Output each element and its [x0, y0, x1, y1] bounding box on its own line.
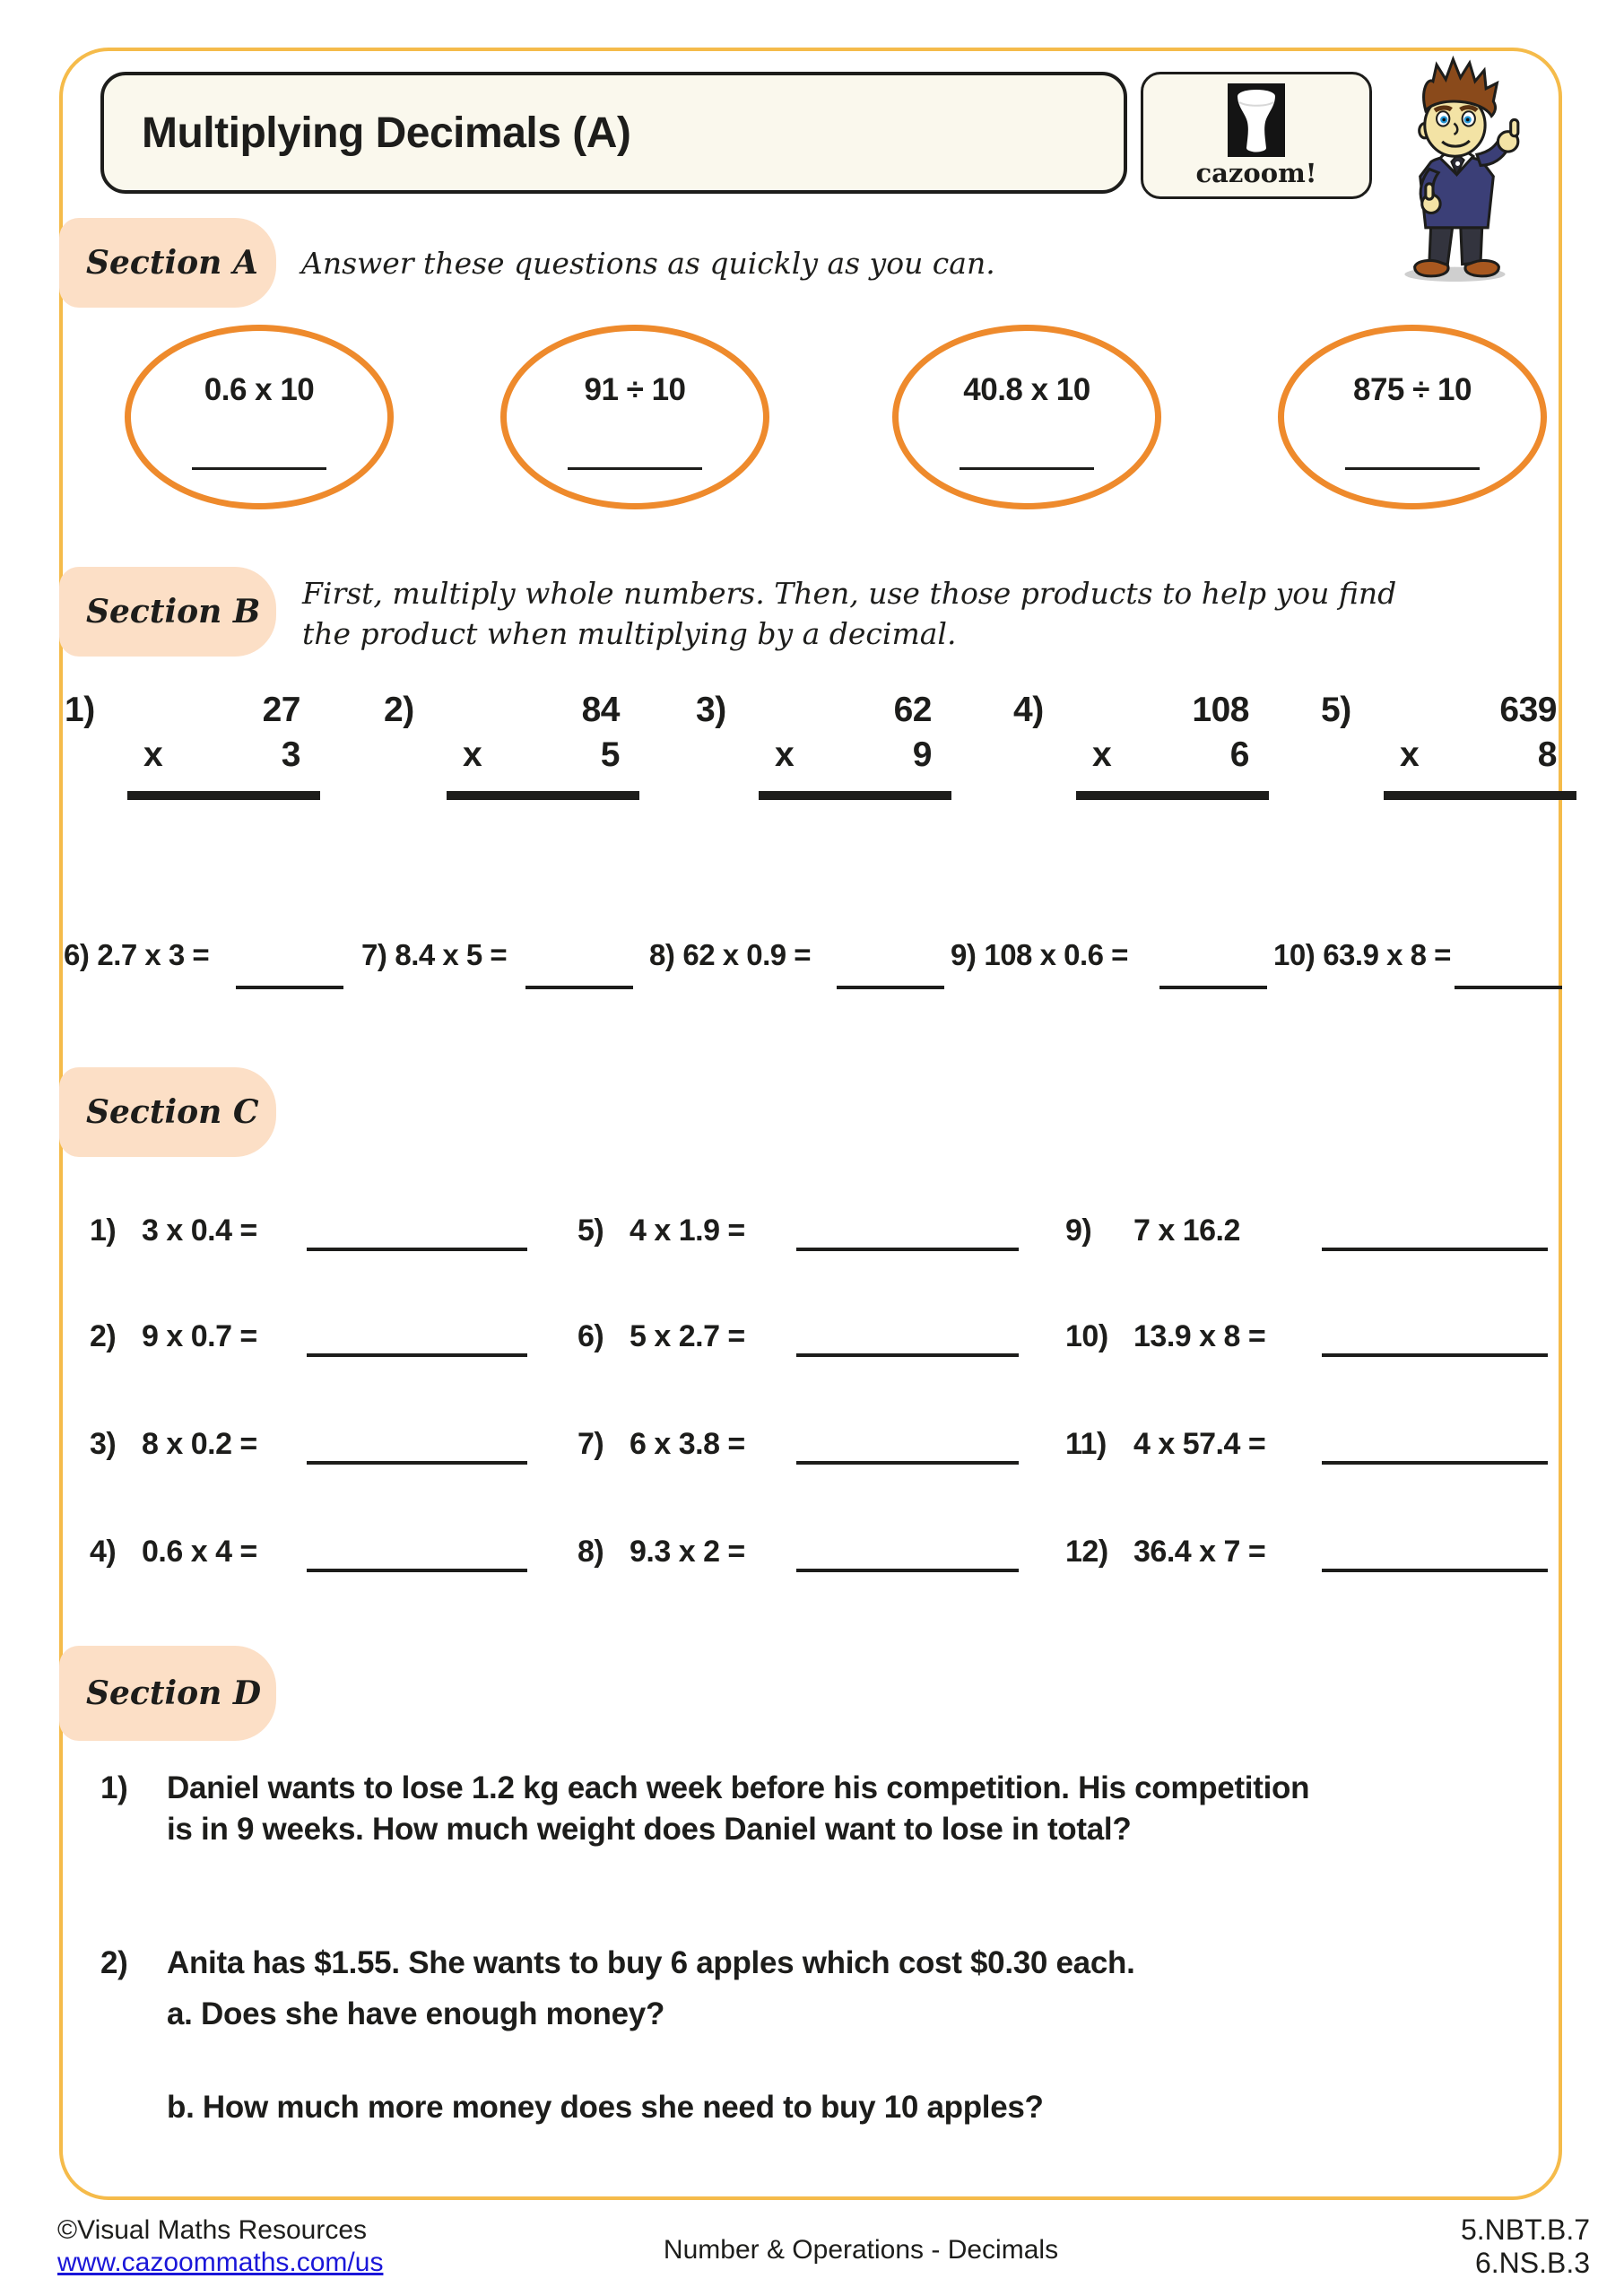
problem-number: 6): [578, 1319, 604, 1353]
problem-number: 3): [696, 691, 726, 729]
section-label-text: Section C: [86, 1093, 259, 1131]
problem-expression: 2.7 x 3 =: [97, 938, 210, 971]
answer-blank: [796, 1569, 1019, 1572]
problem-expression: 63.9 x 8 =: [1323, 938, 1451, 971]
answer-blank: [192, 467, 326, 470]
multiplier: 6: [1229, 735, 1249, 774]
c-problem: [578, 1426, 745, 1462]
problem-number: 6): [64, 938, 90, 971]
section-b-label: [59, 567, 276, 657]
answer-blank: [307, 1353, 527, 1357]
c-problem: [578, 1213, 745, 1248]
instruction-line: First, multiply whole numbers. Then, use those products to help you find: [302, 576, 1397, 611]
problem-expression: 4 x 1.9 =: [630, 1213, 745, 1248]
footer-standards: [1385, 2213, 1590, 2280]
oval-expression: 875 ÷ 10: [1353, 372, 1472, 407]
answer-bar: [759, 791, 951, 800]
multiply-sign: x: [143, 735, 163, 774]
problem-number: 3): [90, 1427, 117, 1461]
problem-expression: 8 x 0.2 =: [142, 1427, 257, 1461]
answer-bar: [1076, 791, 1269, 800]
answer-blank: [796, 1461, 1019, 1465]
oval-expression: 91 ÷ 10: [584, 372, 686, 407]
inline-problem: [649, 937, 819, 973]
multiply-sign: x: [1092, 735, 1112, 774]
answer-blank: [1322, 1353, 1548, 1357]
problem-expression: 7 x 16.2: [1133, 1213, 1240, 1248]
vertical-problem: [1013, 689, 1269, 800]
problem-expression: 8.4 x 5 =: [395, 938, 508, 971]
oval-problem: [125, 325, 394, 509]
multiplicand: 639: [1499, 691, 1557, 729]
inline-problem: [64, 937, 217, 973]
problem-number: 9): [1065, 1213, 1092, 1248]
multiply-sign: x: [1400, 735, 1420, 774]
problem-number: 10): [1065, 1319, 1108, 1353]
problem-expression: 62 x 0.9 =: [682, 938, 812, 971]
problem-expression: 3 x 0.4 =: [142, 1213, 257, 1248]
problem-number: 9): [951, 938, 977, 971]
c-problem: [90, 1318, 257, 1354]
problem-number: 5): [578, 1213, 604, 1248]
logo-wordmark: cazoom!: [1195, 158, 1317, 188]
answer-bar: [1384, 791, 1576, 800]
vertical-problem: [696, 689, 951, 800]
problem-number: 7): [361, 938, 387, 971]
inline-problem: [361, 937, 515, 973]
problem-expression: 5 x 2.7 =: [630, 1319, 745, 1353]
word-problem-1: [100, 1768, 1309, 1850]
answer-blank: [307, 1461, 527, 1465]
problem-number: 4): [90, 1535, 117, 1569]
c-problem: [578, 1534, 745, 1570]
problem-expression: 9.3 x 2 =: [630, 1535, 745, 1569]
section-a-label: [59, 218, 276, 308]
answer-blank: [236, 986, 343, 989]
c-problem: [1065, 1426, 1265, 1462]
section-a-instruction: Answer these questions as quickly as you can.: [301, 245, 995, 281]
answer-blank: [1345, 467, 1480, 470]
multiply-sign: x: [463, 735, 482, 774]
page-title: Multiplying Decimals (A): [142, 109, 631, 157]
word-problem-sub-b: b. How much more money does she need to buy 10 apples?: [167, 2090, 1044, 2125]
answer-blank: [568, 467, 702, 470]
c-problem: [1065, 1213, 1240, 1248]
word-problem-text: is in 9 weeks. How much weight does Daniel want to lose in total?: [167, 1812, 1132, 1847]
problem-expression: 108 x 0.6 =: [984, 938, 1128, 971]
multiplicand: 62: [893, 691, 932, 729]
problem-number: 8): [649, 938, 675, 971]
answer-blank: [1322, 1569, 1548, 1572]
c-problem: [90, 1534, 257, 1570]
multiplier: 5: [600, 735, 620, 774]
answer-bar: [447, 791, 639, 800]
problem-number: 5): [1321, 691, 1351, 729]
word-problem-text: Anita has $1.55. She wants to buy 6 apples which cost $0.30 each.: [167, 1945, 1135, 1980]
problem-expression: 0.6 x 4 =: [142, 1535, 257, 1569]
instruction-line: the product when multiplying by a decimal.: [302, 616, 957, 651]
problem-expression: 9 x 0.7 =: [142, 1319, 257, 1353]
problem-number: 8): [578, 1535, 604, 1569]
problem-number: 7): [578, 1427, 604, 1461]
title-box: [100, 72, 1127, 194]
word-problem-text: Daniel wants to lose 1.2 kg each week before his competition. His competition: [167, 1770, 1310, 1805]
problem-number: 1): [100, 1770, 128, 1805]
word-problem-sub-a: a. Does she have enough money?: [167, 1996, 665, 2031]
answer-blank: [307, 1248, 527, 1251]
problem-number: 2): [90, 1319, 117, 1353]
answer-blank: [1322, 1461, 1548, 1465]
problem-number: 2): [384, 691, 414, 729]
standard-code: 6.NS.B.3: [1474, 2247, 1590, 2279]
multiplier: 3: [281, 735, 300, 774]
section-c-label: [59, 1067, 276, 1157]
answer-blank: [796, 1353, 1019, 1357]
multiplicand: 27: [262, 691, 300, 729]
multiply-sign: x: [775, 735, 795, 774]
c-problem: [1065, 1318, 1265, 1354]
oval-problem: [500, 325, 769, 509]
footer-category: Number & Operations - Decimals: [663, 2235, 1059, 2265]
section-label-text: Section A: [86, 244, 258, 282]
oval-expression: 0.6 x 10: [204, 372, 315, 407]
problem-expression: 13.9 x 8 =: [1133, 1319, 1266, 1353]
drum-icon: [1227, 83, 1286, 158]
oval-problem: [1278, 325, 1547, 509]
vertical-problem: [65, 689, 320, 800]
c-problem: [90, 1426, 257, 1462]
word-problem-2: [100, 1943, 1135, 1984]
vertical-problem: [384, 689, 639, 800]
answer-blank: [796, 1248, 1019, 1251]
problem-expression: 6 x 3.8 =: [630, 1427, 745, 1461]
c-problem: [90, 1213, 257, 1248]
problem-number: 1): [90, 1213, 117, 1248]
problem-number: 12): [1065, 1535, 1108, 1569]
multiplier: 8: [1537, 735, 1557, 774]
inline-problem: [951, 937, 1136, 973]
c-problem: [1065, 1534, 1265, 1570]
section-d-label: [59, 1646, 276, 1741]
c-problem: [578, 1318, 745, 1354]
inline-problem: [1273, 937, 1459, 973]
standard-code: 5.NBT.B.7: [1460, 2213, 1590, 2246]
boy-character-illustration: [1374, 54, 1540, 283]
section-label-text: Section B: [86, 593, 261, 631]
problem-number: 11): [1065, 1427, 1107, 1461]
problem-number: 10): [1273, 938, 1316, 971]
answer-blank: [1455, 986, 1562, 989]
problem-expression: 36.4 x 7 =: [1133, 1535, 1266, 1569]
problem-number: 4): [1013, 691, 1044, 729]
section-b-instruction: [302, 567, 1396, 660]
section-label-text: Section D: [86, 1674, 262, 1712]
answer-bar: [127, 791, 320, 800]
problem-expression: 4 x 57.4 =: [1133, 1427, 1266, 1461]
multiplicand: 108: [1192, 691, 1249, 729]
answer-blank: [525, 986, 633, 989]
problem-number: 1): [65, 691, 95, 729]
answer-blank: [837, 986, 944, 989]
multiplicand: 84: [581, 691, 620, 729]
footer-copyright: ©Visual Maths Resources: [57, 2215, 368, 2245]
footer-link[interactable]: www.cazoommaths.com/us: [57, 2248, 384, 2277]
answer-blank: [960, 467, 1094, 470]
multiplier: 9: [912, 735, 932, 774]
oval-problem: [892, 325, 1161, 509]
vertical-problem: [1321, 689, 1576, 800]
answer-blank: [307, 1569, 527, 1572]
answer-blank: [1159, 986, 1267, 989]
answer-blank: [1322, 1248, 1548, 1251]
problem-number: 2): [100, 1945, 128, 1980]
oval-expression: 40.8 x 10: [963, 372, 1090, 407]
cazoom-logo: [1141, 72, 1372, 199]
